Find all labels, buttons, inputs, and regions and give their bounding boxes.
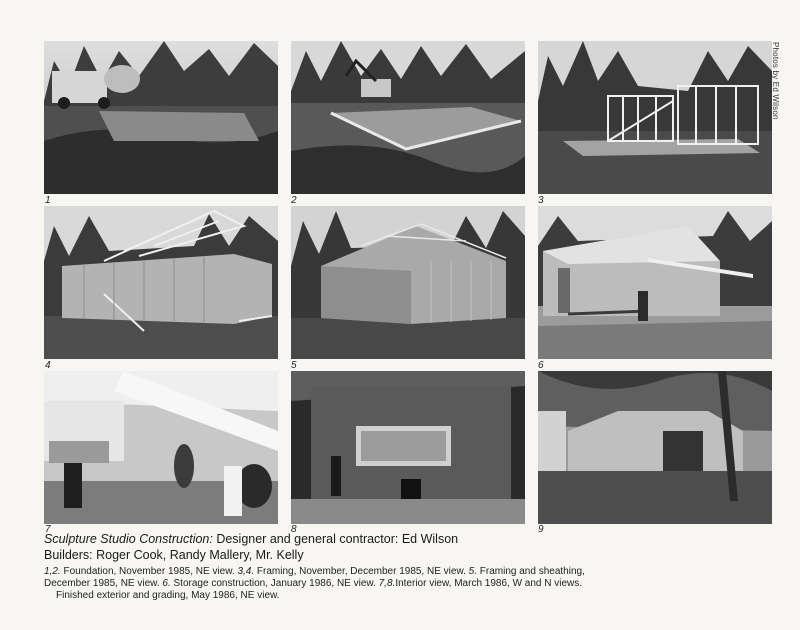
- caption-builders: Builders: Roger Cook, Randy Mallery, Mr. Kelly: [44, 548, 304, 562]
- caption-segment: 3,4.: [237, 566, 255, 577]
- photo-7: [44, 371, 278, 524]
- photo-8: [291, 371, 525, 524]
- photo-number-7: 7: [45, 524, 51, 535]
- photo-9: [538, 371, 772, 524]
- photo-5: [291, 206, 525, 359]
- photo-6: [538, 206, 772, 359]
- caption-title-rest: Designer and general contractor: Ed Wilson: [212, 532, 459, 546]
- caption-line-3: Finished exterior and grading, May 1986, NE view.: [56, 590, 280, 601]
- photo-4: [44, 206, 278, 359]
- caption-title-italic: Sculpture Studio Construction:: [44, 532, 213, 546]
- photo-number-3: 3: [538, 195, 544, 206]
- photo-2: [291, 41, 525, 194]
- photo-number-5: 5: [291, 360, 297, 371]
- caption-segment: 5.: [468, 566, 478, 577]
- caption-title: [44, 532, 458, 547]
- photo-number-1: 1: [45, 195, 51, 206]
- caption-line-1: [44, 566, 764, 578]
- caption-segment: 7,8.: [378, 578, 396, 589]
- caption-segment: Framing and sheathing,: [477, 566, 585, 577]
- caption-segment: Interior view, March 1986, W and N views.: [395, 578, 583, 589]
- caption-segment: Storage construction, January 1986, NE view.: [170, 578, 379, 589]
- photo-number-8: 8: [291, 524, 297, 535]
- caption-segment: December 1985, NE view.: [44, 578, 163, 589]
- photo-number-9: 9: [538, 524, 544, 535]
- photo-number-2: 2: [291, 195, 297, 206]
- caption-segment: Framing, November, December 1985, NE view.: [254, 566, 469, 577]
- photo-number-6: 6: [538, 360, 544, 371]
- caption-body: [44, 566, 764, 602]
- caption-segment: 6.: [162, 578, 171, 589]
- photo-1: [44, 41, 278, 194]
- photo-number-4: 4: [45, 360, 51, 371]
- caption-segment: 1,2.: [44, 566, 61, 577]
- caption-line-2: [44, 578, 764, 590]
- photo-3: [538, 41, 772, 194]
- photo-credit: Photos by Ed Wilson: [771, 42, 780, 120]
- caption-segment: Foundation, November 1985, NE view.: [60, 566, 238, 577]
